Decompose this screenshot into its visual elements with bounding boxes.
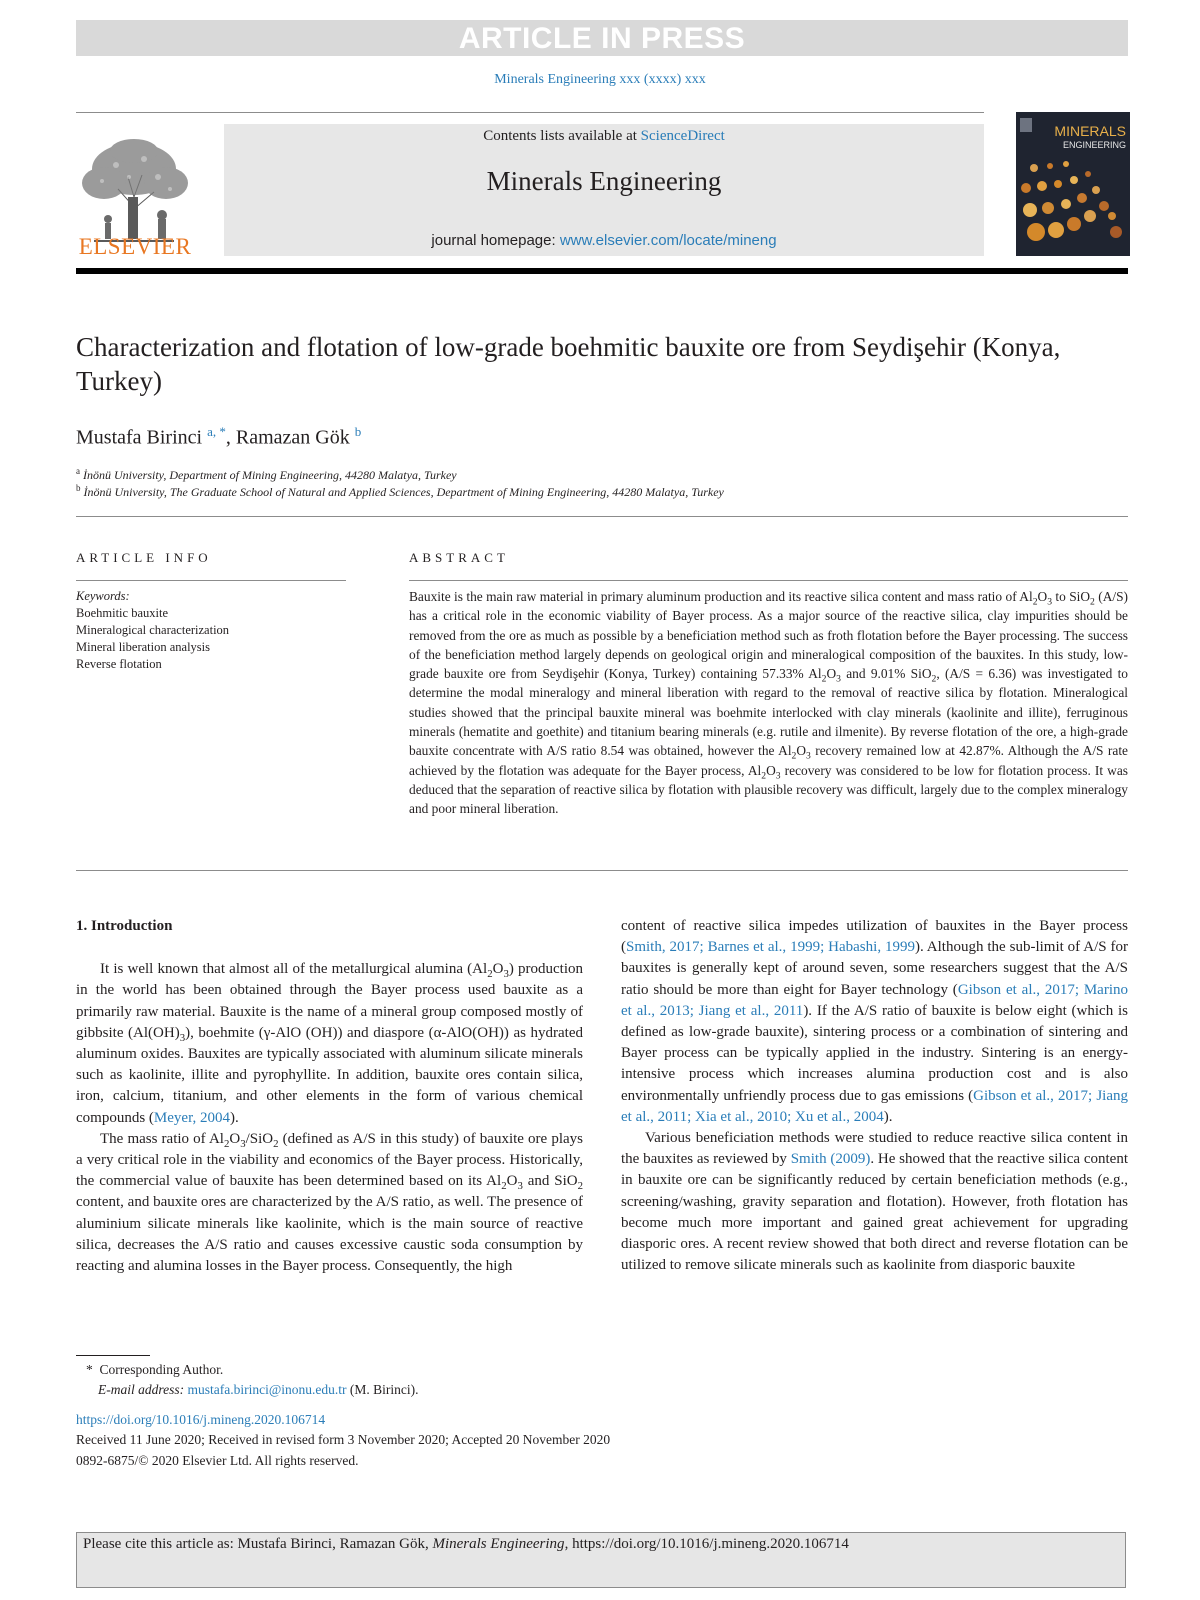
received-dates: Received 11 June 2020; Received in revised form 3 November 2020; Accepted 20 November 2020: [76, 1432, 611, 1447]
sciencedirect-link[interactable]: ScienceDirect: [640, 128, 725, 144]
article-info-rule: [76, 580, 346, 581]
keyword-item: Mineral liberation analysis: [76, 640, 210, 654]
abstract-text: Bauxite is the main raw material in primary aluminum production and its reactive silica content and mass ratio of $Al_2O_3$ to SiO$_2$ (A/S) has a critical role in the economic viability of Bayer process. As a major source of the reactive silica, clay impurities should be removed from the ore as much as possible by a beneficiation method such as froth flotation before the Bayer processing. The success of the beneficiation method largely depends on geological origin and mineralogical composition of the bauxites. In this study, low-grade bauxite ore from Seydişehir (Konya, Turkey) containing 57.33% $Al_2O_3$ and 9.01% SiO$_2$, (A/S = 6.36) was investigated to determine the modal mineralogy and mineral liberation with regard to the removal of reactive silica by flotation. Mineralogical studies showed that the principal bauxite mineral was boehmite interlocked with clay minerals (kaolinite and illite), ferruginous minerals (hematite and goethite) and titanium bearing minerals (e.g. rutile and ilmenite). By reverse flotation of the ore, a high-grade bauxite concentrate with A/S ratio 8.54 was obtained, however the $Al_2O_3$ recovery remained low at 42.87%. Although the A/S rate achieved by the flotation was adequate for the Bayer process, $Al_2O_3$ recovery was considered to be low for flotation process. It was deduced that the separation of reactive silica by flotation with plausible recovery was difficult, largely due to the complex mineralogy and poor mineral liberation.: [409, 589, 1129, 817]
abstract-rule: [409, 580, 1128, 581]
citation-link[interactable]: Smith (2009): [790, 1151, 871, 1168]
masthead-thick-rule: [76, 268, 1128, 274]
keyword-item: Mineralogical characterization: [76, 623, 230, 637]
abstract-heading: ABSTRACT: [409, 550, 509, 565]
intro-paragraph-2: The mass ratio of $Al_2O_3/SiO_2$ (defined as A/S in this study) of bauxite ore plays a very critical role in the viability and economics of the Bayer process. Historically, the commercial value of bauxite has been determined based on its $Al_2O_3$ and SiO$_2$ content, and bauxite ores are characterized by the A/S ratio, as well. The presence of aluminium silicate minerals like kaolinite, which is the main source of reactive silica, decreases the A/S ratio and causes excessive caustic soda consumption by reacting and alumina losses in the Bayer process. Consequently, the high: [76, 1130, 584, 1275]
elsevier-wordmark: ELSEVIER: [78, 234, 192, 259]
citation-link[interactable]: Gibson et al., 2017; Jiang et al., 2011; Xia et al., 2010; Xu et al., 2004: [621, 1087, 1129, 1125]
journal-homepage-line: journal homepage: www.elsevier.com/locate/mineng: [431, 232, 777, 249]
section-heading-introduction: 1. Introduction: [76, 918, 173, 934]
article-title: Characterization and flotation of low-grade boehmitic bauxite ore from Seydişehir (Konya, Turkey): [76, 332, 1061, 396]
email-note: E-mail address: mustafa.birinci@inonu.edu.tr (M. Birinci).: [98, 1382, 419, 1397]
intro-paragraph-1: It is well known that almost all of the metallurgical alumina $(Al_2O_3)$ production in the world has been obtained through the Bayer process used bauxite as a primarily raw material. Bauxite is the name of a mineral group composed mostly of gibbsite $(Al(OH)_3)$, boehmite (γ-AlO (OH)) and diaspore (α-AlO(OH)) as hydrated aluminum oxides. Bauxites are typically associated with aluminum silicate minerals such as kaolinite, illite and pyrophyllite. In addition, bauxite ores contain silica, iron, calcium, titanium, and other elements in the form of various chemical compounds (Meyer, 2004).: [76, 961, 583, 1126]
journal-title: Minerals Engineering: [486, 166, 722, 196]
copyright-notice: 0892-6875/© 2020 Elsevier Ltd. All rights reserved.: [76, 1453, 359, 1468]
footnote-rule: [76, 1355, 150, 1356]
keywords-block: [76, 588, 346, 673]
author-affiliation-marks[interactable]: b: [354, 424, 362, 439]
contents-line: Contents lists available at ScienceDirect: [483, 128, 725, 144]
citation-link[interactable]: Smith, 2017; Barnes et al., 1999; Habashi, 1999: [626, 939, 915, 956]
doi-link[interactable]: https://doi.org/10.1016/j.mineng.2020.106714: [76, 1412, 326, 1427]
author-affiliation-marks[interactable]: a, *: [207, 424, 226, 439]
citation-box: Please cite this article as: Mustafa Birinci, Ramazan Gök, Minerals Engineering, https://doi.org/10.1016/j.mineng.2020.106714: [76, 1532, 1126, 1588]
body-column-right: [621, 916, 1128, 1276]
body-column-left: [76, 916, 583, 1277]
author-name[interactable]: Ramazan Gök: [235, 426, 350, 449]
intro-paragraph-2-continued: content of reactive silica impedes utilization of bauxites in the Bayer process (Smith, 2017; Barnes et al., 1999; Habashi, 1999). Although the sub-limit of A/S for bauxites is generally kept of around seven, some researchers suggest that the A/S ratio should be more than eight for Bayer technology (Gibson et al., 2017; Marino et al., 2013; Jiang et al., 2011). If the A/S ratio of bauxite is below eight (which is defined as low-grade bauxite), sintering process or a combination of sintering and Bayer process can be typically applied in the industry. Sintering is an energy-intensive process which increases alumina production cost and is also environmentally unfriendly process due to gas emissions (Gibson et al., 2017; Jiang et al., 2011; Xia et al., 2010; Xu et al., 2004).: [621, 918, 1129, 1125]
intro-paragraph-3: Various beneficiation methods were studied to reduce reactive silica content in the bauxites as reviewed by Smith (2009). He showed that the reactive silica content in bauxite ore can be significantly reduced by certain beneficiation methods (e.g., screening/washing, gravity separation and flotation). However, froth flotation has become much more important and gained great achievement for upgrading diasporic ores. A recent review showed that both direct and reverse flotation can be utilized to remove silicate minerals such as kaolinite from diasporic bauxite: [621, 1130, 1128, 1274]
divider-below-abstract: [76, 870, 1128, 871]
cover-title-line1: MINERALS: [1054, 123, 1126, 139]
keyword-item: Reverse flotation: [76, 657, 162, 671]
keyword-item: Boehmitic bauxite: [76, 606, 168, 620]
header-divider: [76, 112, 984, 113]
article-info-heading: ARTICLE INFO: [76, 550, 212, 565]
author-list: Mustafa Birinci $^{a, *}$, Ramazan Gök $^b$: [76, 424, 362, 449]
journal-masthead: [224, 124, 984, 256]
affiliation-b: $^b$ İnönü University, The Graduate School of Natural and Applied Sciences, Department of Mining Engineering, 44280 Malatya, Turkey: [76, 483, 724, 499]
affiliation-a: $^a$ İnönü University, Department of Mining Engineering, 44280 Malatya, Turkey: [76, 466, 457, 482]
journal-cover-image: [1016, 112, 1130, 256]
citation-link[interactable]: Gibson et al., 2017; Marino et al., 2013; Jiang et al., 2011: [621, 981, 1128, 1019]
journal-homepage-link[interactable]: www.elsevier.com/locate/mineng: [559, 232, 777, 249]
author-name[interactable]: Mustafa Birinci: [76, 426, 203, 449]
author-email-link[interactable]: mustafa.birinci@inonu.edu.tr: [187, 1382, 347, 1397]
article-in-press-banner: ARTICLE IN PRESS: [76, 20, 1128, 56]
journal-reference-link[interactable]: Minerals Engineering xxx (xxxx) xxx: [494, 72, 706, 87]
divider-above-info: [76, 516, 1128, 517]
citation-link[interactable]: Meyer, 2004: [153, 1109, 230, 1126]
keywords-label: Keywords:: [76, 589, 130, 603]
cover-title-line2: ENGINEERING: [1062, 140, 1126, 150]
corresponding-author-note: * Corresponding Author.: [86, 1362, 224, 1377]
